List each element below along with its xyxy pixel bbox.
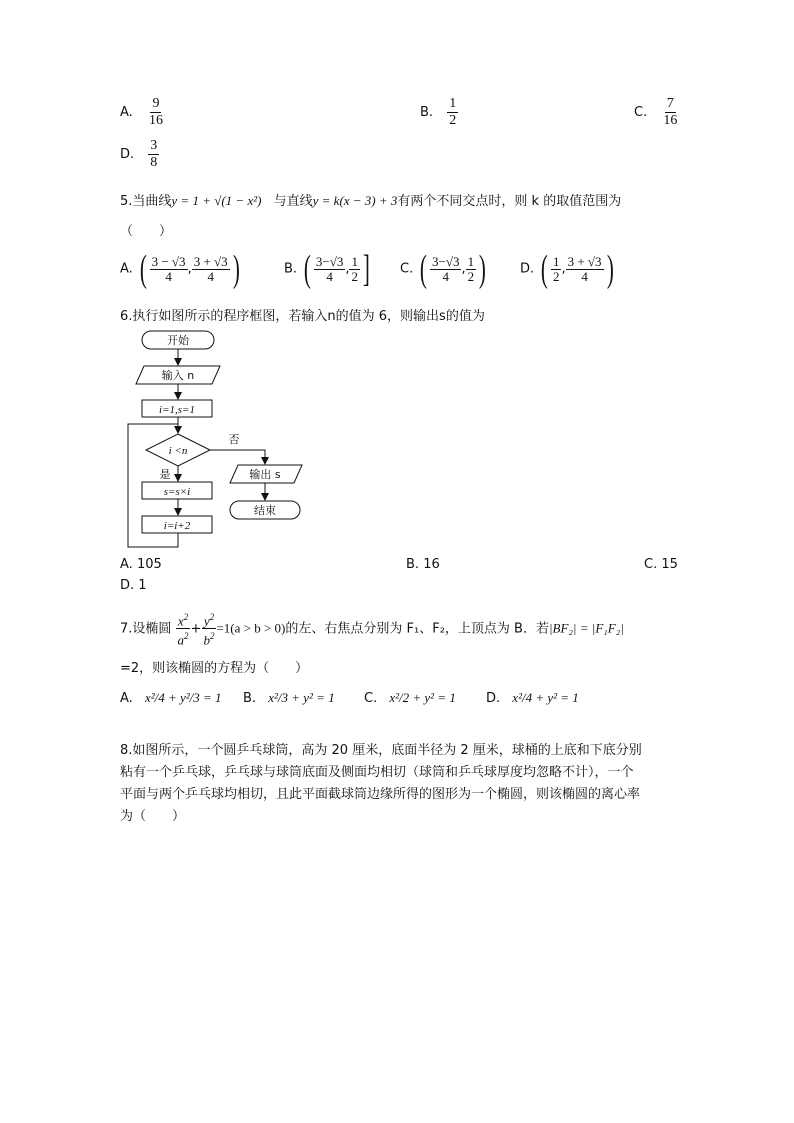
q5-mid-text: 与直线 <box>273 194 313 209</box>
denominator: 4 <box>442 268 449 284</box>
denominator: 2 <box>467 268 475 284</box>
option-label: C. <box>400 261 414 277</box>
flow-increment-label: i=i+2 <box>163 520 191 532</box>
numerator: 3 <box>150 138 158 153</box>
option-equation: x²/4 + y²/3 = 1 <box>144 690 222 705</box>
q5-stem <box>120 190 621 213</box>
option-label: D. <box>486 691 501 706</box>
option-equation: x²/3 + y² = 1 <box>268 690 335 705</box>
option-label: B. <box>243 691 257 706</box>
denominator: 8 <box>150 155 158 170</box>
left-bracket: ( <box>304 248 312 290</box>
right-bracket: ) <box>606 248 614 290</box>
option-label: A. <box>120 261 133 277</box>
fraction-y2-b2: $\frac{y^2}{b^2}$ <box>203 612 215 648</box>
q4-option-b[interactable] <box>420 96 458 129</box>
numerator: 7 <box>666 96 674 111</box>
q8-line: 平面与两个乒乓球均相切，且此平面截球筒边缘所得的图形为一个椭圆，则该椭圆的离心率 <box>120 787 641 802</box>
q5-prefix: 5.当曲线 <box>120 194 172 209</box>
q7-line2: =2，则该椭圆的方程为（ ） <box>120 661 309 676</box>
option-label: D. <box>120 578 135 593</box>
option-equation: x²/2 + y² = 1 <box>389 690 456 705</box>
numerator: 3−√3 <box>315 253 344 269</box>
flow-condition-label: i <n <box>168 445 188 457</box>
denominator: 2 <box>552 268 560 284</box>
left-bracket: ( <box>541 248 549 290</box>
numerator: 3−√3 <box>432 253 460 269</box>
q4-option-d[interactable] <box>120 138 159 171</box>
q6-option-d[interactable] <box>120 578 147 593</box>
right-bracket: ) <box>232 248 240 290</box>
denominator: 2 <box>351 268 358 284</box>
fraction-x2-a2: $\frac{x^2}{a^2}$ <box>177 612 189 648</box>
q8-stem <box>120 740 680 828</box>
q6-option-a[interactable] <box>120 557 162 572</box>
denominator: 4 <box>207 268 214 284</box>
q7-abs-equation: |BF₂| = |F₁F₂| <box>548 620 624 636</box>
q5-option-b[interactable]: B. ( $\frac{3-√3}{4}$ , $\frac{1}{2}$ ] <box>284 248 370 290</box>
fraction <box>150 255 188 284</box>
option-label: B. <box>406 557 420 572</box>
q7-stem: 7.设椭圆 $\frac{x^2}{a^2}$ + $\frac{y^2}{b^2}$ =1(a > b > 0)的左、右焦点分别为 F₁、F₂，上顶点为 B．若|BF₂| = |F₁F₂| <box>120 612 624 648</box>
q6-stem: 6.执行如图所示的程序框图，若输入n的值为 6，则输出s的值为 <box>120 309 485 324</box>
option-label: C. <box>364 691 378 706</box>
flow-input-label: 输入 n <box>161 369 195 382</box>
option-label: C. <box>634 105 648 120</box>
flow-start-label: 开始 <box>167 334 189 347</box>
denominator: 4 <box>165 268 172 284</box>
flow-multiply-label: s=s×i <box>163 486 191 498</box>
option-value: 16 <box>423 557 440 572</box>
q5-suffix: 有两个不同交点时，则 k 的取值范围为 <box>397 194 622 209</box>
option-value: 105 <box>136 557 162 572</box>
denominator: 4 <box>581 268 588 284</box>
numerator: 1 <box>552 253 560 269</box>
q5-option-d[interactable]: D. ( $\frac{1}{2}$ , $\frac{3 + √3}{4}$ ) <box>520 248 614 290</box>
option-value: 15 <box>661 557 678 572</box>
q5-curve-equation: y = 1 + √(1 − x²) <box>171 193 262 208</box>
fraction <box>192 255 230 284</box>
fraction <box>661 96 679 129</box>
option-equation: x²/4 + y² = 1 <box>512 690 579 705</box>
q7-option-b[interactable] <box>243 690 335 706</box>
q6-flowchart <box>120 328 320 554</box>
q7-option-a[interactable] <box>120 690 222 706</box>
flow-yes-label: 是 <box>159 468 171 481</box>
fraction <box>566 255 604 284</box>
option-label: D. <box>120 147 135 162</box>
right-bracket: ] <box>362 248 370 290</box>
q5-option-a[interactable]: A. ( $\frac{3 - √3}{4}$ , $\frac{3 + √3}{4}$ ) <box>120 248 240 290</box>
q5-answer-blank: （ ） <box>120 224 173 239</box>
option-label: C. <box>644 557 658 572</box>
flow-output-label: 输出 s <box>249 468 281 481</box>
numerator: 3 − √3 <box>151 253 186 269</box>
q7-option-c[interactable] <box>364 690 456 706</box>
fraction <box>430 255 461 284</box>
q7-option-d[interactable] <box>486 690 579 706</box>
option-label: A. <box>120 557 133 572</box>
fraction <box>466 255 477 284</box>
option-label: B. <box>420 105 434 120</box>
left-bracket: ( <box>420 248 428 290</box>
q8-line: 为（ ） <box>120 809 186 824</box>
fraction <box>314 255 345 284</box>
q8-line: 8.如图所示，一个圆乒乓球筒，高为 20 厘米，底面半径为 2 厘米，球桶的上底和下底分别 <box>120 743 642 758</box>
option-label: D. <box>520 261 535 277</box>
q7-prefix: 7.设椭圆 <box>120 621 172 637</box>
q4-option-c[interactable] <box>634 96 679 129</box>
q6-option-b[interactable] <box>406 557 440 572</box>
flow-end-label: 结束 <box>254 504 276 517</box>
left-bracket: ( <box>139 248 147 290</box>
numerator: 3 + √3 <box>567 253 602 269</box>
q7-condition: =1(a > b > 0) <box>216 620 286 636</box>
numerator: 1 <box>449 96 457 111</box>
numerator: 1 <box>467 253 475 269</box>
option-value: 1 <box>138 578 147 593</box>
fraction <box>147 96 165 129</box>
q8-line: 粘有一个乒乓球，乒乓球与球筒底面及侧面均相切（球筒和乒乓球厚度均忽略不计），一个 <box>120 765 634 780</box>
right-bracket: ) <box>478 248 486 290</box>
denominator: 16 <box>663 113 678 128</box>
denominator: 2 <box>449 113 457 128</box>
denominator: 16 <box>148 113 163 128</box>
option-label: A. <box>120 105 133 120</box>
q5-line-equation: y = k(x − 3) + 3 <box>312 193 398 208</box>
numerator: 9 <box>152 96 160 111</box>
fraction <box>349 255 360 284</box>
flow-no-label: 否 <box>228 433 240 446</box>
q4-option-a[interactable] <box>120 96 165 129</box>
q5-option-c[interactable]: C. ( $\frac{3-√3}{4}$ , $\frac{1}{2}$ ) <box>400 248 486 290</box>
option-label: B. <box>284 261 298 277</box>
flow-init-label: i=1,s=1 <box>159 404 195 416</box>
fraction <box>447 96 458 129</box>
option-label: A. <box>120 691 133 706</box>
fraction <box>551 255 562 284</box>
denominator: 4 <box>326 268 333 284</box>
q7-text: 的左、右焦点分别为 F₁、F₂，上顶点为 B．若 <box>285 621 549 637</box>
numerator: 3 + √3 <box>193 253 228 269</box>
q6-option-c[interactable] <box>644 557 678 572</box>
numerator: 1 <box>351 253 358 269</box>
fraction <box>148 138 159 171</box>
